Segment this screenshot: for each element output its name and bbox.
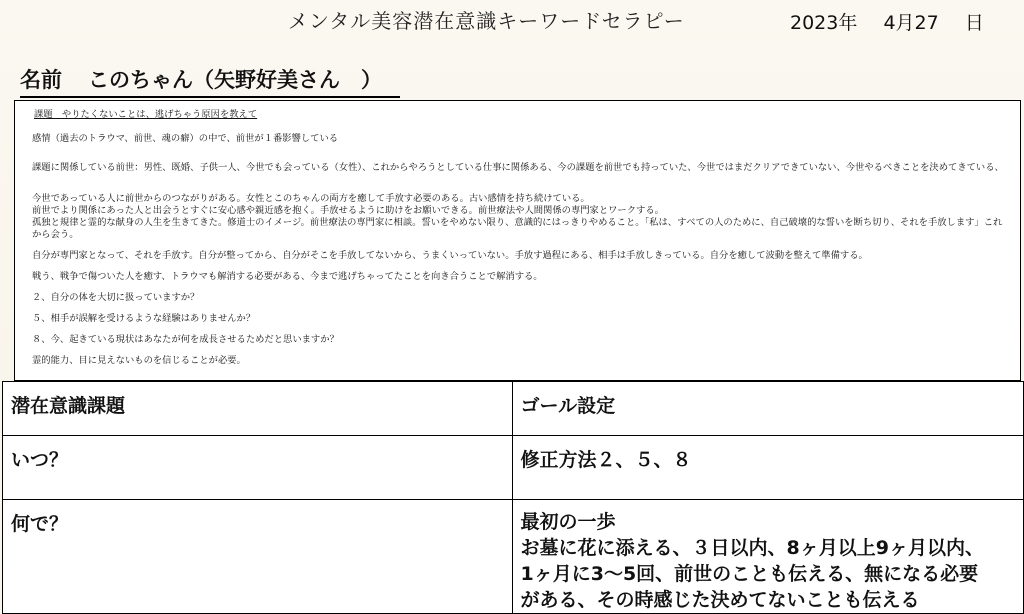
goal-grid bbox=[2, 381, 1024, 614]
when-cell bbox=[3, 436, 513, 500]
notes-line: 孤独と規律と霊的な献身の人生を生きてきた。修道士のイメージ。前世療法の専門家に相談。誓いをやめない限り、意識的にはっきりやめること。「私は、すべての人のために、自己破壊的な誓いを断ち切り、それを手放します」これから会う。 bbox=[32, 217, 1003, 239]
client-name-row bbox=[20, 64, 400, 98]
name-label: 名前 bbox=[20, 68, 62, 92]
notes-line: 戦う、戦争で傷ついた人を癒す、トラウマも解消する必要がある、今まで逃げちゃってたことを向き合うことで解消する。 bbox=[32, 271, 543, 281]
notes-line: 霊的能力、目に見えないものを信じることが必要。 bbox=[32, 355, 246, 365]
goal-setting-header bbox=[512, 382, 1024, 436]
what-cell bbox=[3, 500, 513, 614]
notes-line: 課題に関係している前世：男性、既婚、子供一人、今世でも会っている（女性）、これからやろうとしている仕事に関係ある、今の課題を前世でも持っていた、今世ではまだクリアできていない、今世やるべきことを決めてきている、 bbox=[32, 162, 1004, 172]
first-step-line: がある、その時感じた決めてないことも伝える bbox=[520, 589, 920, 611]
when-value: 修正方法２、５、８ bbox=[520, 449, 692, 471]
when-label: いつ？ bbox=[11, 449, 69, 471]
client-name: このちゃん（矢野好美さん ） bbox=[88, 68, 382, 92]
subconscious-issue-label: 潜在意識課題 bbox=[11, 395, 126, 417]
notes-line: ２、自分の体を大切に扱っていますか？ bbox=[32, 292, 200, 302]
grid-what-row bbox=[3, 500, 1024, 614]
grid-when-row bbox=[3, 436, 1024, 500]
subconscious-issue-header bbox=[3, 382, 513, 436]
first-step-line: 1ヶ月に3〜5回、前世のことも伝える、無になる必要 bbox=[520, 563, 979, 585]
notes-line: ５、相手が誤解を受けるような経験はありませんか？ bbox=[32, 313, 256, 323]
notes-line: 今世であっている人に前世からのつながりがある。女性とこのちゃんの両方を癒して手放す必要のある。古い感情を持ち続けている。 bbox=[32, 193, 590, 203]
notes-line: ８、今、起きている現状はあなたが何を成長させるためだと思いますか？ bbox=[32, 334, 339, 344]
notes-line: 自分が専門家となって、それを手放す。自分が整ってから、自分がそこを手放してないから、うまくいっていない。手放す過程にある、相手は手放しきっている。自分を癒して波動を整えて準備する。 bbox=[32, 250, 868, 260]
page-title: メンタル美容潜在意識キーワードセラピー bbox=[288, 9, 685, 33]
when-value-cell bbox=[512, 436, 1024, 500]
notes-line: 感情（過去のトラウマ、前世、魂の癖）の中で、前世が１番影響している bbox=[32, 133, 339, 143]
notes-topic: 課題 やりたくないことは、逃げちゃう原因を教えて bbox=[34, 109, 258, 119]
notes-line: 前世でより関係にあった人と出会うとすぐに安心感や親近感を抱く。手放せるように助けをお願いできる。前世療法や人間関係の専門家とワークする。 bbox=[32, 205, 664, 215]
first-step-line: お墓に花に添える、３日以内、8ヶ月以上9ヶ月以内、 bbox=[520, 537, 984, 559]
what-label: 何で？ bbox=[11, 513, 69, 535]
session-date bbox=[790, 8, 984, 35]
session-notes bbox=[14, 100, 1021, 381]
date-day: 日 bbox=[964, 12, 984, 34]
date-month-day: 4月27 bbox=[883, 12, 939, 34]
first-step-label: 最初の一歩 bbox=[520, 511, 616, 533]
grid-header-row bbox=[3, 382, 1024, 436]
goal-setting-label: ゴール設定 bbox=[520, 395, 616, 417]
first-step-cell bbox=[512, 500, 1024, 614]
date-year: 2023年 bbox=[790, 12, 858, 34]
